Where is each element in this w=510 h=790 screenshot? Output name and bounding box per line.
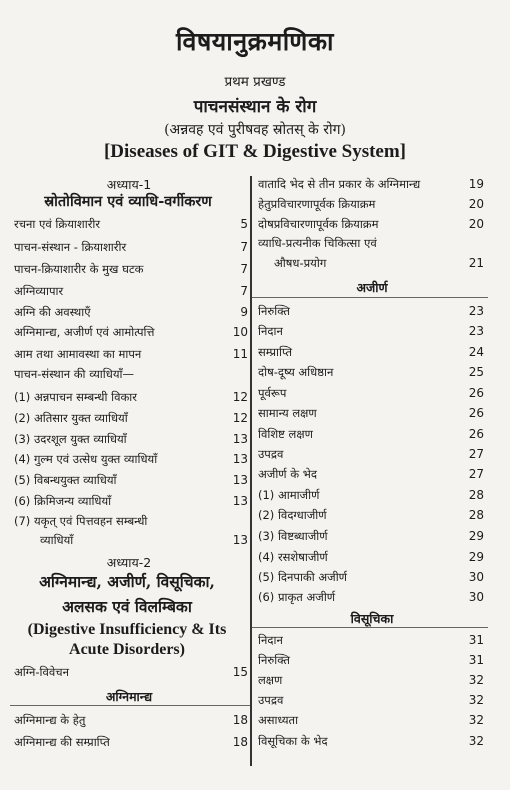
toc-entry-text: अग्नि-विवेचन bbox=[14, 665, 69, 679]
toc-entry-text: (6) प्राकृत अजीर्ण bbox=[258, 590, 336, 604]
toc-entry-page: 23 bbox=[468, 324, 484, 338]
section-rule bbox=[10, 705, 250, 706]
toc-entry-text: (1) अन्नपाचन सम्बन्धी विकार bbox=[14, 390, 137, 404]
column-divider bbox=[250, 176, 252, 766]
toc-entry-page: 10 bbox=[232, 325, 248, 339]
page-title: विषयानुक्रमणिका bbox=[175, 27, 335, 56]
toc-entry-page: 7 bbox=[240, 262, 248, 276]
toc-entry-text: औषध-प्रयोग bbox=[274, 256, 327, 270]
toc-entry-page: 31 bbox=[468, 633, 484, 647]
subject-subtitle: (अन्नवह एवं पुरीषवह स्रोतस् के रोग) bbox=[164, 122, 346, 138]
toc-entry-text: (3) विष्टब्धाजीर्ण bbox=[258, 529, 328, 543]
toc-entry-page: 30 bbox=[468, 590, 484, 604]
toc-entry-page: 31 bbox=[468, 653, 484, 667]
toc-entry-text: (2) अतिसार युक्त व्याधियाँ bbox=[14, 411, 128, 425]
chapter-2-english-line-2: Acute Disorders) bbox=[69, 641, 185, 658]
toc-entry-page: 12 bbox=[232, 390, 248, 404]
toc-entry-text: (1) आमाजीर्ण bbox=[258, 488, 320, 502]
toc-entry-page: 21 bbox=[468, 256, 484, 270]
toc-entry-text: निरुक्ति bbox=[258, 304, 290, 318]
toc-entry-text: पाचन-संस्थान की व्याधियाँ— bbox=[14, 367, 134, 381]
toc-entry-page: 5 bbox=[240, 217, 248, 231]
toc-entry-page: 32 bbox=[468, 673, 484, 687]
toc-entry-page: 23 bbox=[468, 304, 484, 318]
toc-entry-text: उपद्रव bbox=[258, 693, 284, 707]
toc-entry-page: 26 bbox=[468, 406, 484, 420]
subject-english: [Diseases of GIT & Digestive System] bbox=[103, 141, 407, 162]
section-rule bbox=[252, 627, 488, 628]
toc-entry-text: (3) उदरशूल युक्त व्याधियाँ bbox=[14, 432, 127, 446]
chapter-1-number: अध्याय-1 bbox=[106, 177, 152, 192]
toc-entry-page: 13 bbox=[232, 494, 248, 508]
toc-entry-page: 12 bbox=[232, 411, 248, 425]
toc-entry-text: अजीर्ण के भेद bbox=[258, 467, 317, 481]
toc-entry-text: (7) यकृत् एवं पित्तवहन सम्बन्धी bbox=[14, 514, 148, 528]
toc-entry-page: 29 bbox=[468, 529, 484, 543]
toc-entry-page: 32 bbox=[468, 693, 484, 707]
chapter-2-number: अध्याय-2 bbox=[106, 555, 152, 570]
toc-entry-text: व्याधि-प्रत्यनीक चिकित्सा एवं bbox=[258, 236, 377, 250]
toc-entry-page: 9 bbox=[240, 305, 248, 319]
toc-entry-text: पूर्वरूप bbox=[258, 386, 287, 400]
toc-entry-text: हेतुप्रविचारणापूर्वक क्रियाक्रम bbox=[258, 197, 376, 211]
toc-entry-text: (5) विबन्धयुक्त व्याधियाँ bbox=[14, 473, 117, 487]
subject-title: पाचनसंस्थान के रोग bbox=[193, 97, 317, 117]
part-label: प्रथम प्रखण्ड bbox=[224, 74, 286, 90]
toc-entry-text: निदान bbox=[258, 324, 283, 338]
toc-entry-text: (2) विदग्धाजीर्ण bbox=[258, 508, 327, 522]
toc-entry-text: सम्प्राप्ति bbox=[258, 345, 293, 359]
chapter-2-title-line-1: अग्निमान्द्य, अजीर्ण, विसूचिका, bbox=[39, 572, 215, 591]
toc-entry-page: 18 bbox=[232, 713, 248, 727]
toc-entry-page: 7 bbox=[240, 284, 248, 298]
toc-entry-text: निदान bbox=[258, 633, 283, 647]
toc-entry-page: 24 bbox=[468, 345, 484, 359]
toc-entry-page: 7 bbox=[240, 240, 248, 254]
toc-entry-text: निरुक्ति bbox=[258, 653, 290, 667]
toc-entry-text: आम तथा आमावस्था का मापन bbox=[14, 347, 142, 361]
toc-entry-page: 20 bbox=[468, 217, 484, 231]
toc-entry-text: (5) दिनपाकी अजीर्ण bbox=[258, 570, 348, 584]
toc-entry-text: अग्नि की अवस्थाएँ bbox=[14, 305, 91, 319]
toc-entry-text: सामान्य लक्षण bbox=[258, 406, 317, 420]
toc-entry-page: 27 bbox=[468, 447, 484, 461]
toc-entry-text: (4) रसशेषाजीर्ण bbox=[258, 550, 328, 564]
section-rule bbox=[252, 297, 488, 298]
toc-entry-text: असाध्यता bbox=[258, 713, 299, 727]
toc-entry-text: दोषप्रविचारणापूर्वक क्रियाक्रम bbox=[258, 217, 379, 231]
toc-entry-text: विशिष्ट लक्षण bbox=[258, 427, 313, 441]
toc-entry-page: 13 bbox=[232, 452, 248, 466]
chapter-2-english-line-1: (Digestive Insufficiency & Its bbox=[27, 621, 227, 638]
chapter-1-title: स्रोतोविमान एवं व्याधि-वर्गीकरण bbox=[44, 193, 212, 210]
toc-entry-page: 13 bbox=[232, 432, 248, 446]
toc-entry-page: 28 bbox=[468, 488, 484, 502]
toc-entry-page: 32 bbox=[468, 734, 484, 748]
toc-entry-page: 13 bbox=[232, 533, 248, 547]
chapter-2-title-line-2: अलसक एवं विलम्बिका bbox=[62, 597, 192, 616]
toc-entry-page: 20 bbox=[468, 197, 484, 211]
toc-entry-text: दोष-दूष्य अधिष्ठान bbox=[258, 365, 334, 379]
toc-entry-page: 25 bbox=[468, 365, 484, 379]
toc-entry-text: वातादि भेद से तीन प्रकार के अग्निमान्द्य bbox=[258, 177, 421, 191]
toc-entry-text: पाचन-क्रियाशारीर के मुख घटक bbox=[14, 262, 144, 276]
toc-entry-text: (4) गुल्म एवं उत्सेध युक्त व्याधियाँ bbox=[14, 452, 158, 466]
toc-entry-text: अग्निमान्द्य, अजीर्ण एवं आमोत्पत्ति bbox=[14, 325, 155, 339]
toc-entry-page: 19 bbox=[468, 177, 484, 191]
toc-entry-text: अग्निमान्द्य की सम्प्राप्ति bbox=[14, 735, 110, 749]
toc-entry-page: 13 bbox=[232, 473, 248, 487]
toc-entry-text: लक्षण bbox=[258, 673, 283, 687]
toc-entry-page: 11 bbox=[232, 347, 248, 361]
toc-entry-text: अग्निमान्द्य के हेतु bbox=[14, 713, 86, 727]
toc-entry-page: 29 bbox=[468, 550, 484, 564]
toc-entry-text: पाचन-संस्थान - क्रियाशारीर bbox=[14, 240, 127, 254]
toc-entry-page: 15 bbox=[232, 665, 248, 679]
toc-entry-page: 26 bbox=[468, 427, 484, 441]
toc-entry-text: विसूचिका के भेद bbox=[258, 734, 328, 748]
toc-entry-text: अग्निव्यापार bbox=[14, 284, 64, 298]
section-heading-ajirna: अजीर्ण bbox=[356, 280, 388, 295]
toc-entry-page: 28 bbox=[468, 508, 484, 522]
toc-entry-page: 30 bbox=[468, 570, 484, 584]
toc-entry-page: 26 bbox=[468, 386, 484, 400]
toc-entry-text: उपद्रव bbox=[258, 447, 284, 461]
section-heading-agnimandya: अग्निमान्द्य bbox=[105, 689, 153, 704]
toc-entry-text: रचना एवं क्रियाशारीर bbox=[14, 217, 101, 231]
section-heading-visuchika: विसूचिका bbox=[350, 611, 394, 626]
toc-entry-page: 18 bbox=[232, 735, 248, 749]
toc-entry-page: 27 bbox=[468, 467, 484, 481]
toc-entry-text: (6) क्रिमिजन्य व्याधियाँ bbox=[14, 494, 112, 508]
toc-entry-text: व्याधियाँ bbox=[40, 533, 74, 547]
toc-entry-page: 32 bbox=[468, 713, 484, 727]
